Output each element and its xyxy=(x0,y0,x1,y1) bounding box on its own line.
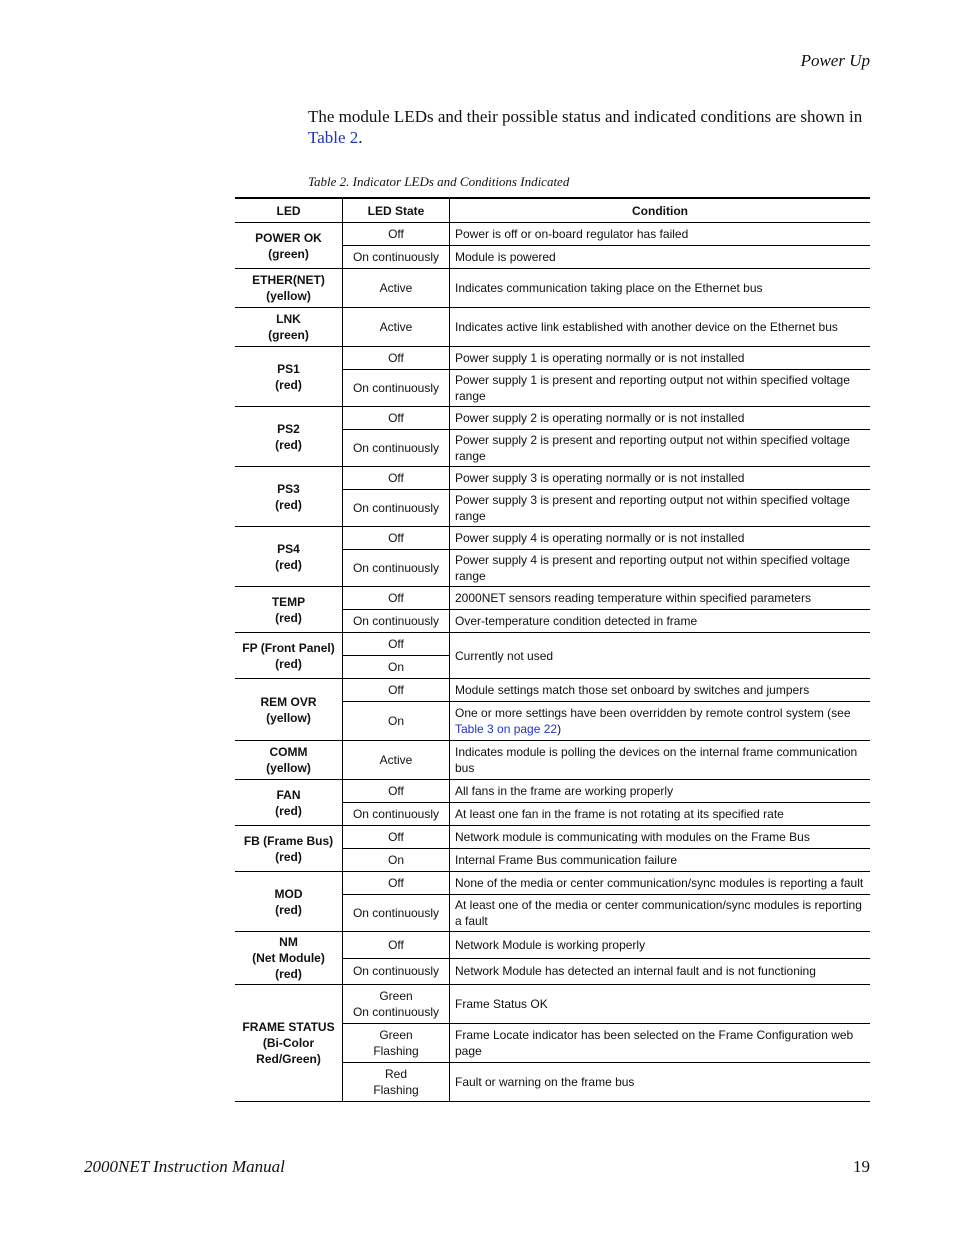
condition-text: Network Module has detected an internal fault and is not functioning xyxy=(455,964,816,979)
led-state-line: Off xyxy=(388,411,404,425)
led-state-cell xyxy=(343,490,450,527)
condition-cell xyxy=(450,1063,871,1102)
condition-text: Module is powered xyxy=(455,250,556,264)
condition-cell xyxy=(450,803,871,826)
led-state-cell xyxy=(343,656,450,679)
led-state-cell xyxy=(343,246,450,269)
condition-text: Network module is communicating with modules on the Frame Bus xyxy=(455,830,810,844)
led-name-line: (yellow) xyxy=(266,761,311,775)
led-state-cell xyxy=(343,467,450,490)
table-header-row xyxy=(235,198,870,223)
condition-cell xyxy=(450,407,871,430)
led-state-cell xyxy=(343,803,450,826)
footer-page-number: 19 xyxy=(853,1157,870,1176)
condition-cell xyxy=(450,467,871,490)
condition-text: One or more settings have been overridden by remote control system (see xyxy=(455,706,851,720)
condition-text: Module settings match those set onboard by switches and jumpers xyxy=(455,683,810,697)
led-name-line: (yellow) xyxy=(266,289,311,303)
table-row xyxy=(235,347,870,370)
footer-manual-title: 2000NET Instruction Manual xyxy=(84,1157,285,1176)
led-state-line: On continuously xyxy=(352,807,440,821)
condition-cell xyxy=(450,550,871,587)
led-name-line: (red) xyxy=(275,803,302,818)
condition-text-end: ) xyxy=(557,722,562,736)
condition-cell xyxy=(450,633,871,679)
condition-text: Currently not used xyxy=(455,648,554,663)
condition-cell xyxy=(450,308,871,347)
led-name-line: LNK xyxy=(276,312,301,326)
led-name-cell xyxy=(235,269,343,308)
condition-text: Power supply 4 is present and reporting output not within specified voltage range xyxy=(455,553,850,583)
led-name-line: PS3 xyxy=(277,481,300,496)
led-name-line: (red) xyxy=(275,377,302,392)
table-row xyxy=(235,679,870,702)
led-state-cell xyxy=(343,223,450,246)
led-name-cell xyxy=(235,308,343,347)
table-caption: Table 2. Indicator LEDs and Conditions Indicated xyxy=(308,174,570,189)
condition-text: Network Module is working properly xyxy=(455,937,646,952)
led-state-cell xyxy=(343,895,450,932)
led-state-cell xyxy=(343,826,450,849)
table-row xyxy=(235,587,870,610)
led-state-line: On continuously xyxy=(352,501,440,515)
led-name-line: COMM xyxy=(269,745,308,759)
led-state-line: Active xyxy=(379,320,413,334)
led-state-cell xyxy=(343,849,450,872)
condition-text: Power supply 1 is operating normally or is not installed xyxy=(455,351,745,365)
condition-cell xyxy=(450,269,871,308)
led-name-line: FB (Frame Bus) xyxy=(243,833,334,848)
condition-text: Frame Locate indicator has been selected on the Frame Configuration web page xyxy=(455,1028,854,1058)
led-state-line: On xyxy=(387,660,404,674)
led-state-line: Off xyxy=(388,591,404,605)
led-name-line: Red/Green) xyxy=(256,1052,321,1066)
condition-text: None of the media or center communication/sync modules is reporting a fault xyxy=(455,876,864,890)
led-name-cell xyxy=(235,407,343,467)
led-state-line: Off xyxy=(388,830,404,844)
led-state-cell xyxy=(343,347,450,370)
led-state-cell xyxy=(343,370,450,407)
condition-text: Power supply 3 is present and reporting output not within specified voltage range xyxy=(455,493,850,523)
led-name-line: (red) xyxy=(275,967,302,981)
led-name-line: (yellow) xyxy=(266,710,311,725)
led-state-cell xyxy=(343,610,450,633)
condition-cell xyxy=(450,849,871,872)
led-name-cell xyxy=(235,347,343,407)
led-state-line: Red xyxy=(384,1067,407,1081)
led-name-line: PS2 xyxy=(277,421,300,436)
table-row xyxy=(235,985,870,1024)
led-state-line: Active xyxy=(379,753,413,767)
led-name-line: FP (Front Panel) xyxy=(242,640,335,655)
led-state-line: Green xyxy=(379,1028,413,1042)
led-state-line: Off xyxy=(388,637,404,651)
condition-cell xyxy=(450,985,871,1024)
led-name-line: FRAME STATUS xyxy=(242,1020,335,1034)
led-state-line: On continuously xyxy=(352,614,440,628)
table-2-link[interactable]: Table 2 xyxy=(308,128,359,147)
led-state-line: Flashing xyxy=(373,1083,419,1097)
led-state-cell xyxy=(343,430,450,467)
table-row xyxy=(235,308,870,347)
led-state-line: On continuously xyxy=(352,964,440,979)
led-name-cell xyxy=(235,633,343,679)
led-name-line: NM xyxy=(279,935,298,949)
led-state-line: On continuously xyxy=(352,441,440,455)
condition-text: At least one fan in the frame is not rotating at its specified rate xyxy=(455,807,784,821)
column-header-led: LED xyxy=(235,198,343,223)
led-name-line: (green) xyxy=(268,246,309,261)
led-name-line: (Net Module) xyxy=(252,951,325,965)
condition-text: 2000NET sensors reading temperature within specified parameters xyxy=(455,591,811,605)
led-state-cell xyxy=(343,550,450,587)
led-name-cell xyxy=(235,985,343,1102)
led-state-cell xyxy=(343,407,450,430)
condition-cell xyxy=(450,741,871,780)
condition-cell xyxy=(450,872,871,895)
condition-cell xyxy=(450,490,871,527)
condition-cell xyxy=(450,246,871,269)
table-3-link[interactable]: Table 3 on page 22 xyxy=(455,722,558,736)
led-name-cell xyxy=(235,223,343,269)
led-state-line: Off xyxy=(388,531,404,545)
led-state-line: Off xyxy=(388,937,404,952)
condition-cell xyxy=(450,826,871,849)
running-header: Power Up xyxy=(800,51,870,70)
table-row xyxy=(235,407,870,430)
condition-text: Over-temperature condition detected in frame xyxy=(455,614,698,628)
led-name-line: FAN xyxy=(276,787,301,802)
led-name-cell xyxy=(235,780,343,826)
table-row xyxy=(235,269,870,308)
led-state-cell xyxy=(343,269,450,308)
led-state-cell xyxy=(343,985,450,1024)
condition-text: Power is off or on-board regulator has failed xyxy=(455,227,689,241)
condition-cell xyxy=(450,370,871,407)
led-state-cell xyxy=(343,1063,450,1102)
condition-cell xyxy=(450,679,871,702)
condition-cell xyxy=(450,347,871,370)
intro-paragraph: The module LEDs and their possible status and indicated conditions are shown in Table 2. xyxy=(308,107,863,147)
led-name-cell xyxy=(235,587,343,633)
table-row xyxy=(235,780,870,803)
led-state-cell xyxy=(343,527,450,550)
led-state-cell xyxy=(343,932,450,959)
led-state-line: On continuously xyxy=(352,381,440,395)
led-state-line: On continuously xyxy=(352,250,440,264)
led-state-cell xyxy=(343,958,450,985)
condition-text: All fans in the frame are working properly xyxy=(455,784,674,798)
condition-text: Indicates communication taking place on the Ethernet bus xyxy=(455,281,763,295)
led-conditions-table xyxy=(235,197,870,1102)
led-name-line: (green) xyxy=(268,328,309,342)
led-name-line: (red) xyxy=(275,497,302,512)
condition-text: Power supply 2 is present and reporting output not within specified voltage range xyxy=(455,433,850,463)
table-row xyxy=(235,826,870,849)
condition-cell xyxy=(450,587,871,610)
led-state-line: Off xyxy=(388,351,404,365)
condition-text: Power supply 1 is present and reporting output not within specified voltage range xyxy=(455,373,850,403)
led-name-line: (red) xyxy=(275,902,302,917)
led-state-line: Off xyxy=(388,471,404,485)
led-name-line: POWER OK xyxy=(255,230,322,245)
led-name-line: (red) xyxy=(275,557,302,572)
condition-text: Indicates active link established with another device on the Ethernet bus xyxy=(455,320,838,334)
led-name-line: (red) xyxy=(275,610,302,625)
condition-cell xyxy=(450,702,871,741)
condition-cell xyxy=(450,780,871,803)
condition-text: Power supply 4 is operating normally or is not installed xyxy=(455,531,745,545)
led-name-cell xyxy=(235,872,343,932)
led-state-cell xyxy=(343,872,450,895)
condition-text: Power supply 3 is operating normally or is not installed xyxy=(455,471,745,485)
table-row xyxy=(235,741,870,780)
led-state-line: On continuously xyxy=(352,1005,440,1019)
condition-cell xyxy=(450,610,871,633)
led-name-cell xyxy=(235,826,343,872)
condition-cell xyxy=(450,895,871,932)
led-name-line: MOD xyxy=(274,886,303,901)
condition-cell xyxy=(450,958,871,985)
table-row xyxy=(235,872,870,895)
led-name-line: ETHER(NET) xyxy=(252,273,325,287)
condition-text: Fault or warning on the frame bus xyxy=(455,1075,635,1089)
led-name-cell xyxy=(235,932,343,985)
led-name-line: (Bi-Color xyxy=(262,1036,315,1050)
led-state-cell xyxy=(343,679,450,702)
led-name-line: (red) xyxy=(275,849,302,864)
led-name-line: TEMP xyxy=(271,594,306,609)
led-state-line: On xyxy=(387,853,404,867)
condition-text: Power supply 2 is operating normally or is not installed xyxy=(455,411,745,425)
led-name-cell xyxy=(235,527,343,587)
led-state-line: Green xyxy=(379,989,413,1003)
condition-text: Indicates module is polling the devices on the internal frame communication bus xyxy=(455,745,858,775)
table-row xyxy=(235,223,870,246)
led-state-line: On continuously xyxy=(352,561,440,575)
led-state-cell xyxy=(343,702,450,741)
table-row xyxy=(235,932,870,959)
led-state-line: Off xyxy=(388,876,404,890)
condition-cell xyxy=(450,223,871,246)
led-state-line: On continuously xyxy=(352,906,440,920)
led-state-line: Active xyxy=(379,281,413,295)
condition-text: Internal Frame Bus communication failure xyxy=(455,853,678,867)
column-header-led-state: LED State xyxy=(343,198,450,223)
condition-cell xyxy=(450,1024,871,1063)
led-name-cell xyxy=(235,741,343,780)
led-name-line: (red) xyxy=(275,656,302,671)
led-name-line: PS4 xyxy=(277,541,300,556)
led-state-line: Off xyxy=(388,227,404,241)
led-state-cell xyxy=(343,633,450,656)
led-state-line: Off xyxy=(388,784,404,798)
led-state-line: Off xyxy=(388,683,404,697)
led-state-line: Flashing xyxy=(373,1044,419,1058)
led-state-cell xyxy=(343,780,450,803)
led-state-cell xyxy=(343,741,450,780)
condition-cell xyxy=(450,932,871,959)
condition-cell xyxy=(450,430,871,467)
led-state-cell xyxy=(343,587,450,610)
led-name-cell xyxy=(235,679,343,741)
led-state-cell xyxy=(343,308,450,347)
condition-text: Frame Status OK xyxy=(455,997,548,1011)
table-row xyxy=(235,527,870,550)
led-state-cell xyxy=(343,1024,450,1063)
condition-cell xyxy=(450,527,871,550)
led-name-line: REM OVR xyxy=(260,694,317,709)
table-row xyxy=(235,467,870,490)
column-header-condition: Condition xyxy=(450,198,871,223)
table-row xyxy=(235,633,870,656)
led-name-line: (red) xyxy=(275,437,302,452)
condition-text: At least one of the media or center communication/sync modules is reporting a fault xyxy=(455,898,862,928)
led-name-line: PS1 xyxy=(277,361,300,376)
led-name-cell xyxy=(235,467,343,527)
led-state-line: On xyxy=(387,714,404,728)
